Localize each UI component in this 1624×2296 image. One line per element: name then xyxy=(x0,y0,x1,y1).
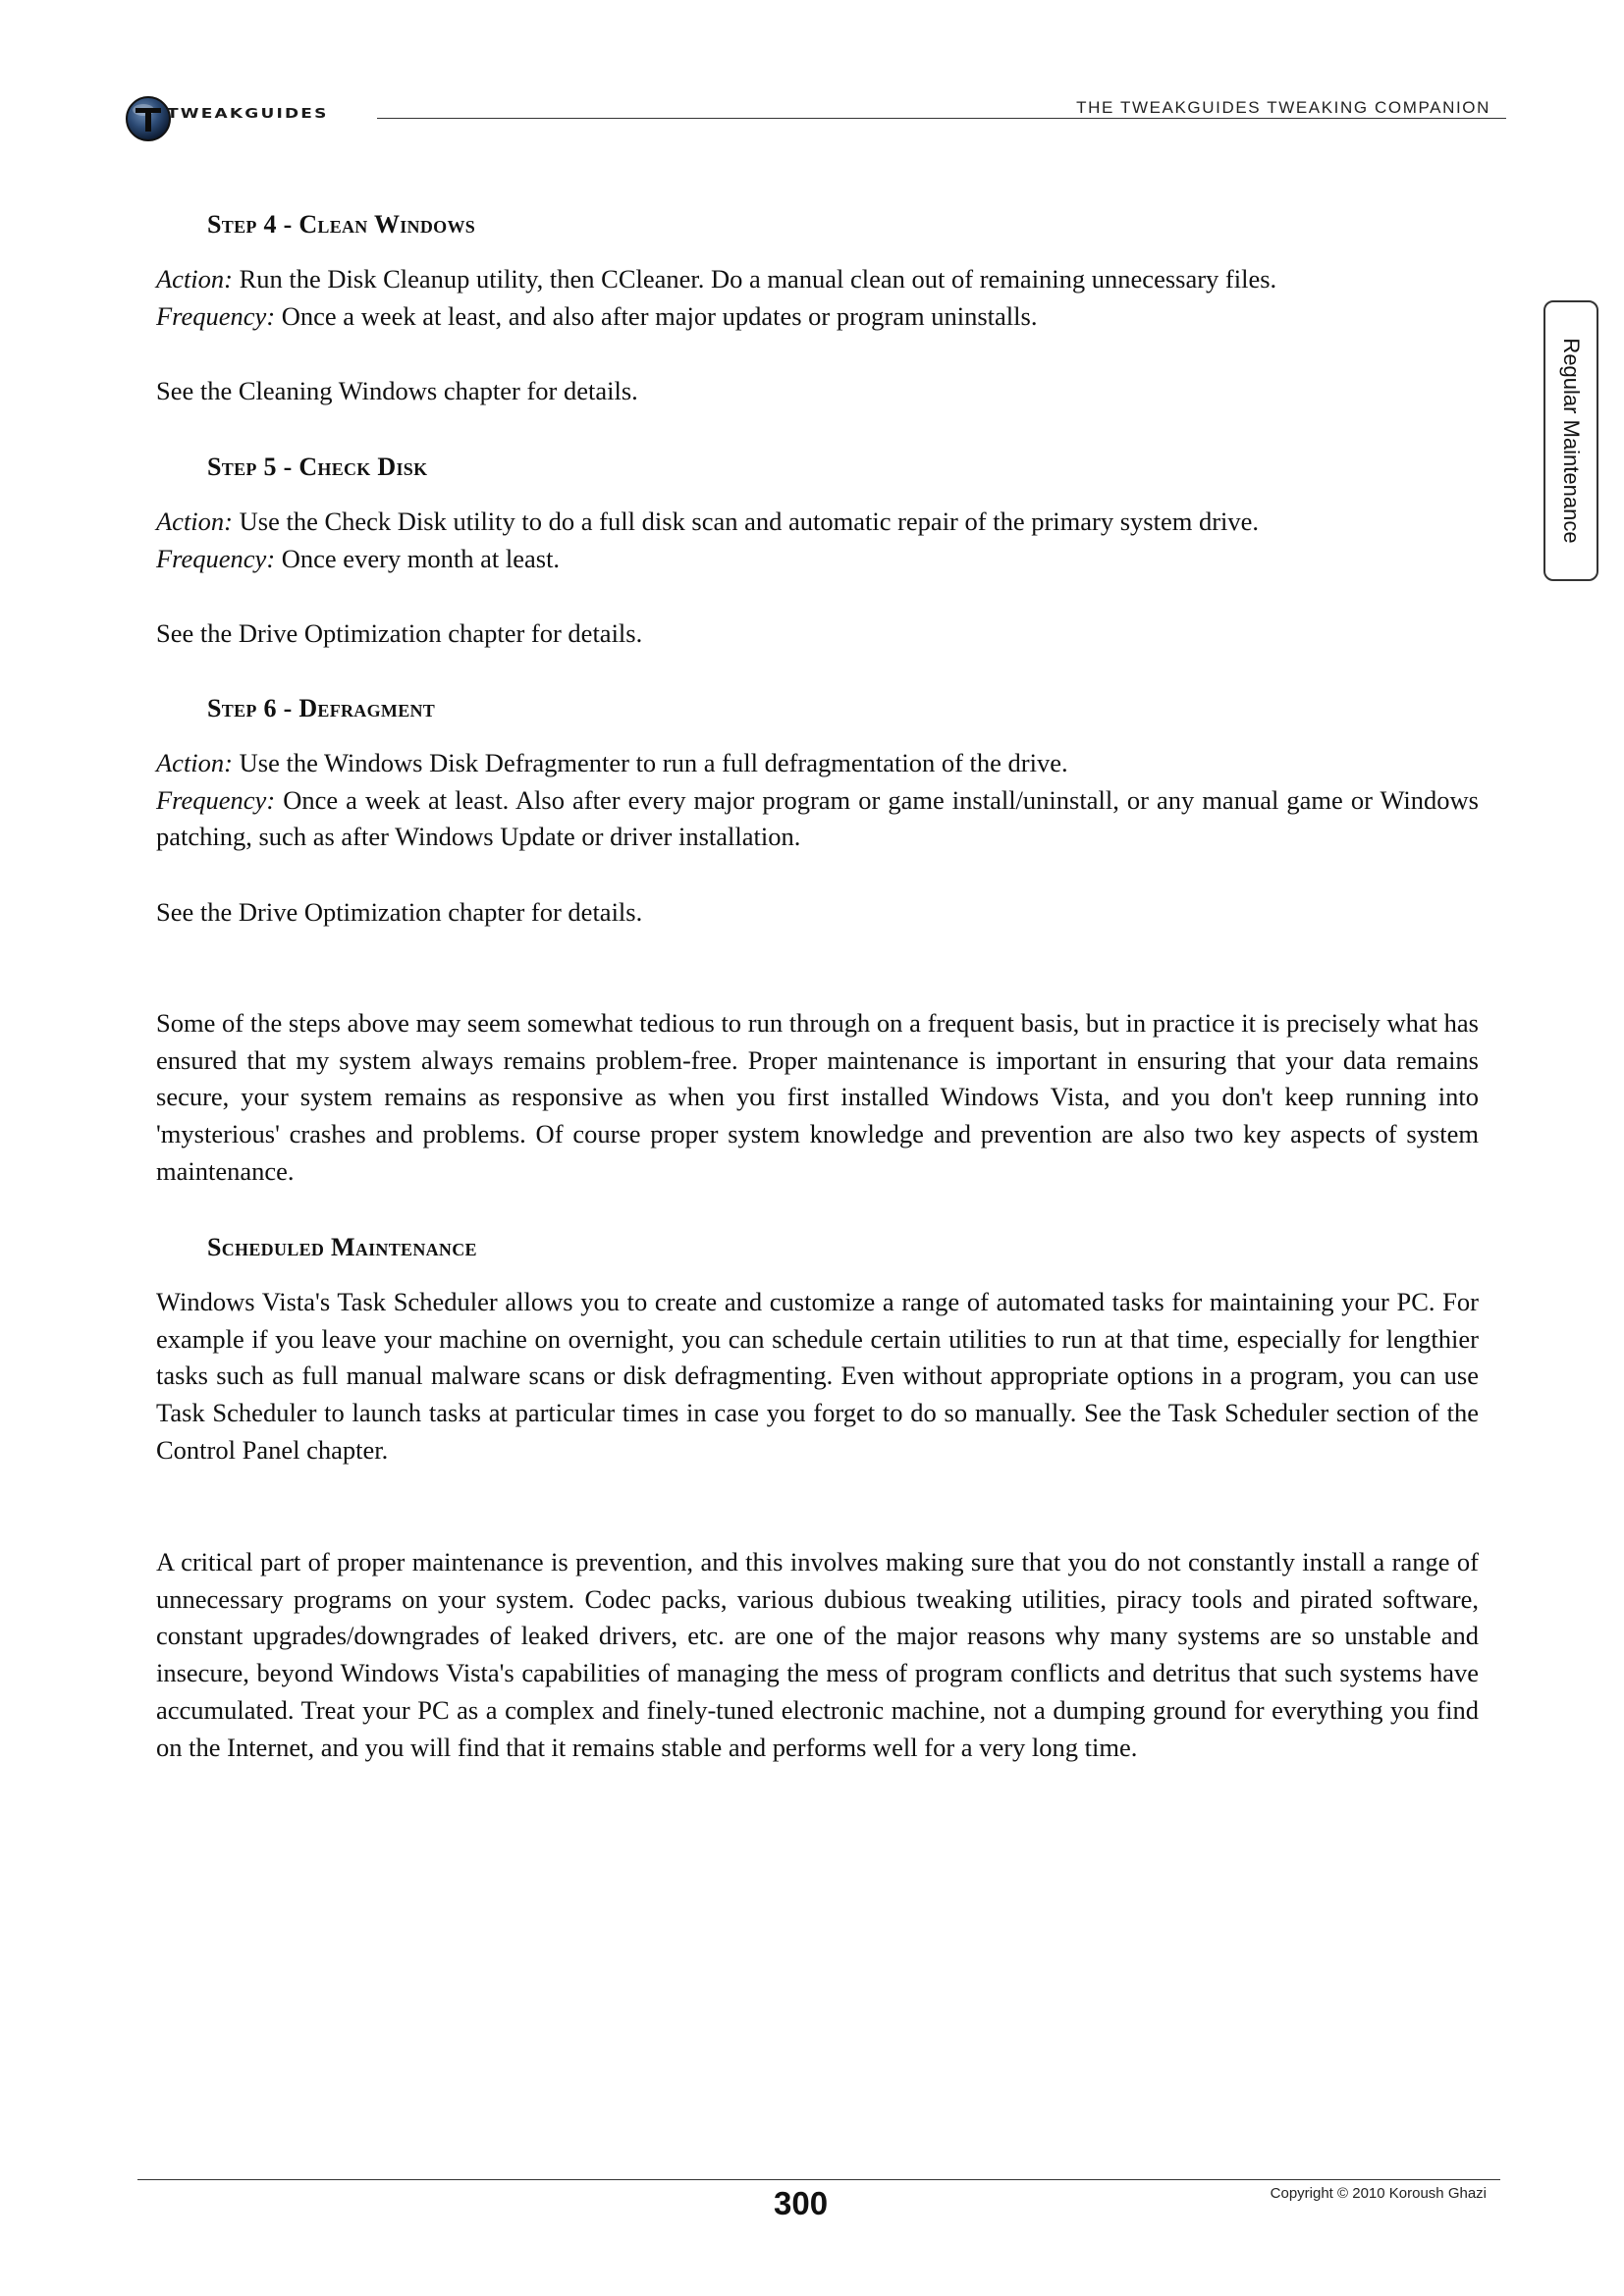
step6-frequency-label: Frequency: xyxy=(156,784,276,815)
step4-body xyxy=(156,261,1479,335)
step6-action xyxy=(156,745,1479,782)
step5-action-label: Action: xyxy=(156,507,233,536)
header-title: THE TWEAKGUIDES TWEAKING COMPANION xyxy=(1076,98,1490,117)
step4-frequency-text: Once a week at least, and also after major updates or program uninstalls. xyxy=(275,300,1038,331)
header-rule xyxy=(377,118,1506,119)
step4-action-text: Run the Disk Cleanup utility, then CCleaner. Do a manual clean out of remaining unnecessary files. xyxy=(233,264,1277,294)
page-number: 300 xyxy=(774,2185,829,2221)
step6-see-also xyxy=(156,894,1479,932)
step6-heading: Step 6 - Defragment xyxy=(207,694,436,722)
logo-wordmark xyxy=(167,104,363,133)
section-side-tab xyxy=(1543,300,1598,581)
step6-frequency xyxy=(156,782,1479,856)
step4-see-text: See the Cleaning Windows chapter for details. xyxy=(156,376,638,405)
step5-frequency-text: Once every month at least. xyxy=(275,543,561,573)
step5-heading: Step 5 - Check Disk xyxy=(207,453,428,481)
step5-action xyxy=(156,504,1479,541)
step4-action xyxy=(156,261,1479,298)
step4-heading: Step 4 - Clean Windows xyxy=(207,210,476,239)
step6-body xyxy=(156,745,1479,856)
step4-see-also xyxy=(156,373,1479,410)
step5-body xyxy=(156,504,1479,577)
copyright-notice: Copyright © 2010 Koroush Ghazi xyxy=(1270,2185,1487,2202)
step5-action-text: Use the Check Disk utility to do a full disk scan and automatic repair of the primary system drive. xyxy=(233,507,1260,536)
prevention-section xyxy=(156,1544,1479,1766)
step4-action-label: Action: xyxy=(156,264,233,294)
section-side-tab-label: Regular Maintenance xyxy=(1559,338,1584,544)
step4-frequency xyxy=(156,298,1479,336)
scheduled-maintenance-section xyxy=(156,1284,1479,1469)
summary-paragraph: Some of the steps above may seem somewhat tedious to run through on a frequent basis, but in practice it is precisely what has ensured that my system always remains problem-free. Proper maintenance is important in ensuring that your data remains secure, your system remains as responsive as when you first installed Windows Vista, and you don't keep running into 'mysterious' crashes and problems. Of course proper system knowledge and prevention are also two key aspects of system maintenance. xyxy=(156,1008,1479,1186)
step5-see-text: See the Drive Optimization chapter for details. xyxy=(156,618,643,648)
step4-frequency-label: Frequency: xyxy=(156,300,276,331)
step6-see-text: See the Drive Optimization chapter for details. xyxy=(156,897,643,927)
logo-wordmark-text: TWEAKGUIDES xyxy=(167,106,329,122)
step6-action-text: Use the Windows Disk Defragmenter to run a full defragmentation of the drive. xyxy=(233,748,1068,777)
scheduled-maintenance-paragraph: Windows Vista's Task Scheduler allows you to create and customize a range of automated tasks for maintaining your PC. For example if you leave your machine on overnight, you can schedule certain utilities to run at that time, especially for lengthier tasks such as full manual malware scans or disk defragmenting. Even without appropriate options in a program, you can use Task Scheduler to launch tasks at particular times in case you forget to do so manually. See the Task Scheduler section of the Control Panel chapter. xyxy=(156,1287,1479,1465)
step6-frequency-text: Once a week at least. Also after every major program or game install/uninstall, or any manual game or Windows patching, such as after Windows Update or driver installation. xyxy=(156,784,1479,852)
step5-frequency-label: Frequency: xyxy=(156,543,276,573)
step5-frequency xyxy=(156,541,1479,578)
footer-rule xyxy=(137,2179,1500,2180)
prevention-paragraph: A critical part of proper maintenance is prevention, and this involves making sure that you do not constantly install a range of unnecessary programs on your system. Codec packs, various dubious tweaking utilities, piracy tools and pirated software, constant upgrades/downgrades of leaked drivers, etc. are one of the major reasons why many systems are so unstable and insecure, beyond Windows Vista's capabilities of managing the mess of program conflicts and detritus that such systems have accumulated. Treat your PC as a complex and finely-tuned electronic machine, not a dumping ground for everything you find on the Internet, and you will find that it remains stable and performs well for a very long time. xyxy=(156,1547,1479,1762)
summary-section xyxy=(156,1005,1479,1191)
step5-see-also xyxy=(156,615,1479,653)
scheduled-maintenance-heading: Scheduled Maintenance xyxy=(207,1233,477,1261)
step6-action-label: Action: xyxy=(156,748,233,777)
